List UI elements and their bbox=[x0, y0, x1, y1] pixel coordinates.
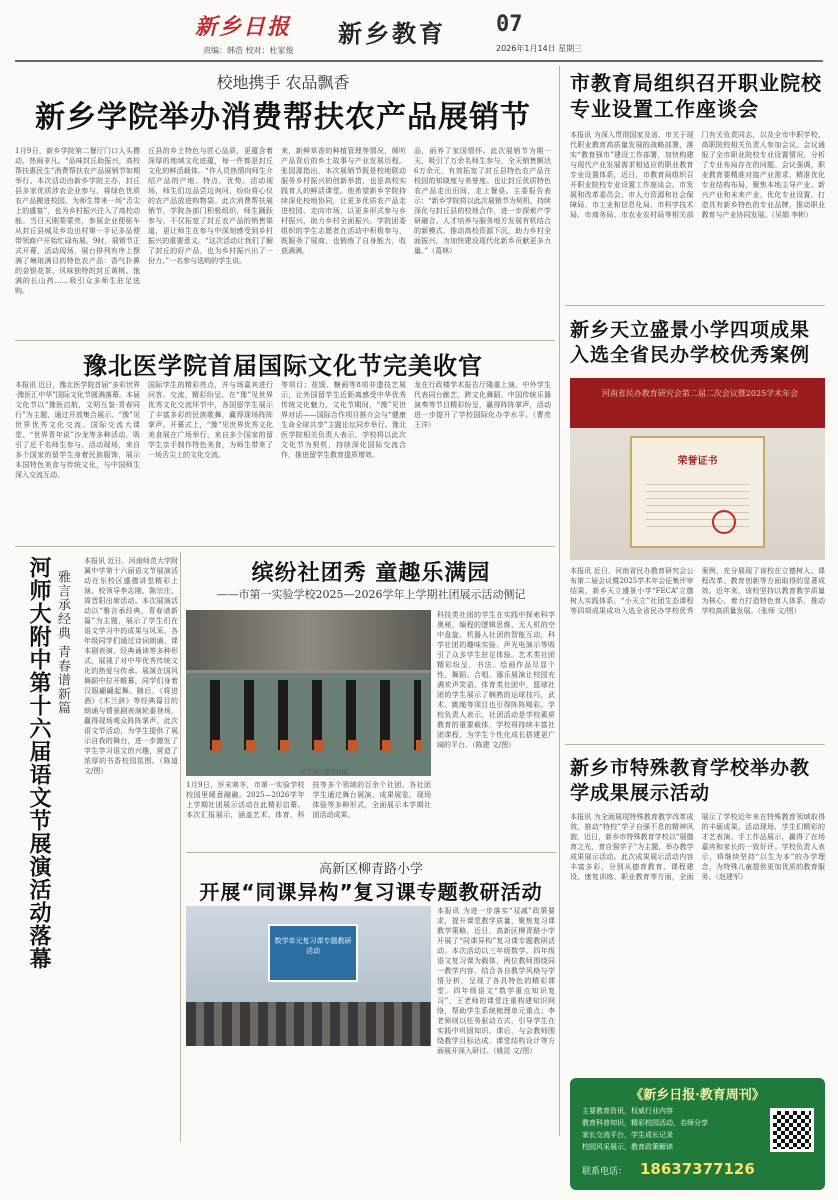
section-divider-3 bbox=[15, 546, 555, 547]
a6-caption: 学生展示篮球技能。 bbox=[300, 769, 355, 776]
a4-banner bbox=[570, 378, 825, 428]
newspaper-logo: 新乡日报 bbox=[195, 14, 292, 40]
a7-kicker: 高新区柳青路小学 bbox=[318, 862, 423, 877]
a8-body: 本报讯 为全面展现特殊教育教学改革成效，推动“特校”学子自强不息的精神风貌，近日，新乡市特殊教育学校以“展德育之光，育自强学子”为主题，举办教学成果展示活动。此次成果展示活动内容丰富多彩，分别从德育教育、课程建设、康复训练、职业教育等方面，全面展示了学校近年来在特殊教育领域取得的丰硕成果。活动现场，学生们精彩的才艺表演、手工作品展示，赢得了在场嘉宾和家长的一致好评。学校负责人表示，将继续坚持“以生为本”的办学理念，为特殊儿童提供更加优质的教育服务。（赵建军） bbox=[570, 813, 825, 881]
a1-kicker: 校地携手 农品飘香 bbox=[216, 73, 350, 92]
a3-body-col4: 龙在行政楼学术报告厅隆重上演。中外学生代表同台献艺，跨文化舞蹈、中国传统乐器演奏等节目精彩纷呈，赢得阵阵掌声，活动进一步提升了学校国际化办学水平。（曹亮 王洋） bbox=[414, 381, 551, 429]
a1-body-col4: 品，函养了家国情怀。此次展销节为期一天，吸引了万余名师生参与，全天销售额达6万余元，有效拓宽了封丘县特色农产品在校园的知晓度与美誉度。也让封丘优质特色农产品走出田间，走上餐桌。主委报告表示：“新乡学院将以此次展销节为契机，持续深化与封丘县的校地合作，进一步探索产学研融合、人才培养与服务地方发展有机结合的新模式，推动高校资源下沉，助力乡村全面振兴，为加快建设现代化新乡贡献更多力量。”（葛林） bbox=[414, 147, 551, 255]
section-divider-1 bbox=[15, 340, 555, 341]
screen-text: 数学单元复习课专题教研活动 bbox=[274, 937, 352, 955]
phone-number: 18637377126 bbox=[640, 1160, 755, 1178]
promo-line-1: 主要教育资讯，权威行业内容 bbox=[582, 1107, 673, 1115]
a4-body: 本报讯 近日，河南省民办教育研究会公布第二届会议暨2025学术年会征集评审结果，新乡天立盛景小学“FECA”立德树人实践体系、“小天立”社团生态课程等四项成果成功入选全省民办学校优秀案例，充分展现了该校在立德树人、课程改革、教育创新等方面取得的显著成效。近年来，该校坚持以教育教学质量为核心，着力打造特色育人体系，推动学校高质量发展。（张师 文/图） bbox=[570, 567, 825, 615]
a7-body: 本报讯 为进一步落实“双减”政策要求，提升课堂教学质量，聚焦复习课教学策略，近日，高新区柳青路小学开展了“同课异构”复习课专题教研活动。本次活动以三年级数学、四年级语文复习课为载体，两位教师围绕同一教学内容，结合各自教学风格与学情分析，呈现了各具特色的精彩课堂。四年级语文“数学重点知识复习”，王老师的课堂注重构建知识网络，帮助学生系统梳理单元重点；李老师则以任务驱动方式，引导学生在实践中巩固知识。课后，与会教师围绕教学目标达成、课堂结构设计等方面展开深入研讨。（姚昆 文/图） bbox=[437, 907, 555, 1055]
promo-line-3: 家长交流平台，学生成长记录 bbox=[582, 1131, 673, 1139]
section-divider-6 bbox=[565, 744, 825, 745]
promo-box bbox=[570, 1078, 825, 1190]
photo-backdrop bbox=[186, 610, 431, 670]
a1-body-col1: 1月9日，新乡学院第二餐厅门口人头攒动，热闹非凡。“品味封丘助振兴，高校帮扶惠民生”消费帮扶农产品展销节如期举行。本次活动由新乡学院主办，封丘县多家优质涉农企业参与，将绿色优质农产品搬进校园，为师生带来一场“舌尖上的盛宴”，也为乡村振兴注入了高校动能。当日天刚蒙蒙亮，参展企业便驱车从封丘县城及乡边出村第一手记多品便带领商户开始忙碌布展。9时，展销节正式开幕，活动现场，展台排列有序上摆满了琳琅满目的特色农产品：香气扑鼻的金银花茶、风味独特的封丘黄桃、饱满的长山药……吸引众多师生驻足选购。 bbox=[15, 147, 140, 295]
promo-brand: 《新乡日报·教育周刊》 bbox=[630, 1088, 765, 1103]
a5-headline: 河师大附中第十六届语文节展演活动落幕 bbox=[26, 556, 51, 970]
seal-stamp bbox=[712, 510, 736, 534]
a5-body: 本报讯 近日，河南师范大学附属中学第十六届语文节展演活动在东校区盛德讲堂精彩上演。校领导李志刚、陈宗庄、周晋阳出席活动。本次展演活动以“雅言承经典，青春谱新篇”为主题，展示了学生们在语文学习中的成果与风采。各年级同学们通过诗词朗诵、课本剧表演、经典诵读等多种形式，展现了对中华优秀传统文化的热爱与传承。展演在国风舞蹈中拉开帷幕，同学们身着汉服翩翩起舞。随后，《将进酒》《木兰辞》等经典篇目的朗诵与情景剧表演轮番登场，赢得现场观众阵阵掌声。此次语文节活动，为学生提供了展示自我的舞台，进一步激发了学生学习语文的兴趣，营造了浓厚的书香校园氛围。（陈道 文/图） bbox=[84, 557, 178, 775]
a6-headline: 缤纷社团秀 童趣乐满园 bbox=[251, 561, 491, 586]
promo-line-2: 教育科普知识，精彩校园活动，名师分享 bbox=[582, 1119, 708, 1127]
certificate-title: 荣誉证书 bbox=[677, 456, 718, 467]
qr-code bbox=[770, 1108, 814, 1152]
a1-body-col3: 来，新鲜草香的种植管理等情况，倾听产品背后的乡土故事与产业发展历程。张园源指出，本次展销节既是校地联动服务乡村振兴的创新举措，也是高校实践育人的鲜活课堂。他希望新乡学院持续深化校地协同，让更多优质农产品走进校园、走向市场，以更多形式参与乡村振兴，助力乡村全面振兴。学院团委组织的学生志愿者在活动中积极参与，既服务了展商，也锻炼了自身能力，收获满满。 bbox=[281, 147, 406, 255]
a4-photo bbox=[570, 378, 825, 560]
a4-banner-text: 河南省民办教育研究会第二届二次会议暨2025学术年会 bbox=[601, 389, 799, 398]
audience bbox=[186, 1002, 431, 1046]
section-divider-2 bbox=[565, 305, 825, 306]
certificate bbox=[630, 436, 765, 548]
page-number: 07 bbox=[496, 12, 523, 37]
a2-body: 本报讯 为深入贯彻国家及省、市关于现代职业教育高质量发展的战略部署，落实“教育强市”建设工作部署，加快构建与现代产业发展需求相适应的职业教育专业设置体系，近日，市教育局组织召开职业院校专业设置工作座谈会。市发展和改革委员会、市人力资源和社会保障局、市工业和信息化局、市科学技术局、市商务局、市农业农村局等相关部门有关负责同志，以及全市中职学校、高职院校相关负责人参加会议。会议通报了全市职业院校专业设置情况，分析了专业布局存在的问题。会议强调，职业教育要精准对接产业需求，精准优化专业结构布局，聚焦本地主导产业、新兴产业和未来产业，优化专业设置，打造具有新乡特色的专业品牌，推动职业教育与产业协同发展。（吴娟 李彬） bbox=[570, 131, 825, 219]
section-divider-5 bbox=[186, 852, 556, 853]
a2-headline: 市教育局组织召开职业院校专业设置工作座谈会 bbox=[570, 71, 822, 121]
a4-headline: 新乡天立盛景小学四项成果入选全省民办学校优秀案例 bbox=[570, 319, 811, 366]
column-divider bbox=[559, 66, 560, 1136]
masthead-rule bbox=[15, 60, 823, 62]
a7-headline: 开展“同课异构”复习课专题教研活动 bbox=[199, 880, 543, 904]
promo-line-4: 校园风采展示，教育政策解读 bbox=[582, 1143, 673, 1151]
section-divider-4 bbox=[180, 552, 181, 1142]
a6-body-right: 科技类社团的学生在实践中探索科学奥秘，编程的逻辑思维、无人机的空中盘旋、机器人社团的智能互动，科学社团的趣味实验、声光电演示等吸引了众多学生驻足体验。艺术类社团精彩纷呈，书法、绘画作品尽显个性，舞蹈、合唱、器乐展演让校园充满欢声笑语。体育类社团中，篮球社团的学生展示了娴熟的运球技巧，武术、跳绳等项目也引得阵阵喝彩。学校负责人表示，社团活动是学校素质教育的重要载体，学校将持续丰富社团课程，为学生个性化成长搭建更广阔的平台。（陈建 文/图） bbox=[437, 611, 555, 749]
phone-label: 联系电话： bbox=[582, 1167, 628, 1177]
a3-body-col3: 等项目；花馍、糖画等8项非遗技艺展示，让外国留学生近距离感受中华优秀传统文化魅力。文化节期间，“豫”见世界对话——国际合作项目推介会与“健康生命全球共享”主题论坛同步举行。豫北医学院相关负责人表示，学校将以此次文化节为契机，持续深化国际交流合作，推进留学生教育提质增效。 bbox=[281, 381, 406, 459]
a6-subtitle: ——市第一实验学校2025—2026学年上学期社团展示活动侧记 bbox=[216, 588, 526, 601]
a3-body-col1: 本报讯 近日，豫北医学院首届“多彩世界·豫医汇中华”国际文化节圆满落幕。本届文化节以“豫医启航，文明互鉴·青春同行”为主题，通过开放集合展示、“豫”见世界优秀文化交流、国际交流大课堂、“世界青年说”沙龙等多种活动，吸引了近千名师生参与。活动现场，来自多个国家的留学生身着民族服饰，展示本国特色美食与传统文化，与中国师生深入交流互动。 bbox=[15, 381, 140, 479]
basketballs bbox=[196, 740, 421, 752]
a7-photo bbox=[186, 906, 431, 1046]
masthead bbox=[0, 0, 838, 60]
section-title: 新乡教育 bbox=[338, 20, 446, 48]
a1-body-col2: 丘县的乡土特色与匠心品质，更蕴含着深厚的地域文化底蕴，每一件都是封丘文化的鲜活载体。“作人员热情向师生介绍产品的产地、特点、优势。活动现场，师生们边品尝边询问，纷纷将心仪的农产品放进购物袋。此次消费帮扶展销节，学院各部门积极组织，师生踊跃参与，不仅拓宽了封丘农产品的销售渠道，更让师生在参与中深刻感受到乡村振兴的重要意义。“这次活动让我们了解了封丘的好产品，也为乡村振兴出了一份力。”一名参与选购的学生说。 bbox=[148, 147, 273, 265]
a1-headline: 新乡学院举办消费帮扶农产品展销节 bbox=[35, 100, 531, 135]
a6-body-left: 1月9日，岁末寒冬，市第一实验学校校园里暖意融融。2025—2026学年上学期社团展示活动在此精彩启幕。本次汇报展示，涵盖艺术、体育、科技等多个领域的百余个社团。各社团学生通过舞台展演、成果展览、现场体验等多种形式，全面展示本学期社团活动成果。 bbox=[186, 781, 431, 819]
a3-headline: 豫北医学院首届国际文化节完美收官 bbox=[83, 352, 483, 380]
a3-body-col2: 国际学生的精彩亮点，并与场嘉宾进行问答、交流，精彩纷呈。在“豫”见世界优秀文化交流环节中，各国留学生展示了丰富多彩的民族歌舞，赢得现场阵阵掌声。开幕式上，“豫”见世界优秀文化美食展在广场举行，来自多个国家的留学生亲手制作特色美食，为师生带来了一场舌尖上的文化交流。 bbox=[148, 381, 273, 459]
editor-line: 责编：韩浩 校对：杜家俊 bbox=[203, 46, 294, 55]
date-line: 2026年1月14日 星期三 bbox=[496, 44, 583, 53]
classroom-screen bbox=[268, 924, 358, 982]
a6-photo bbox=[186, 610, 431, 776]
a8-headline: 新乡市特殊教育学校举办教学成果展示活动 bbox=[570, 757, 811, 804]
a5-subtitle: 雅言承经典 青春谱新篇 bbox=[55, 570, 70, 716]
